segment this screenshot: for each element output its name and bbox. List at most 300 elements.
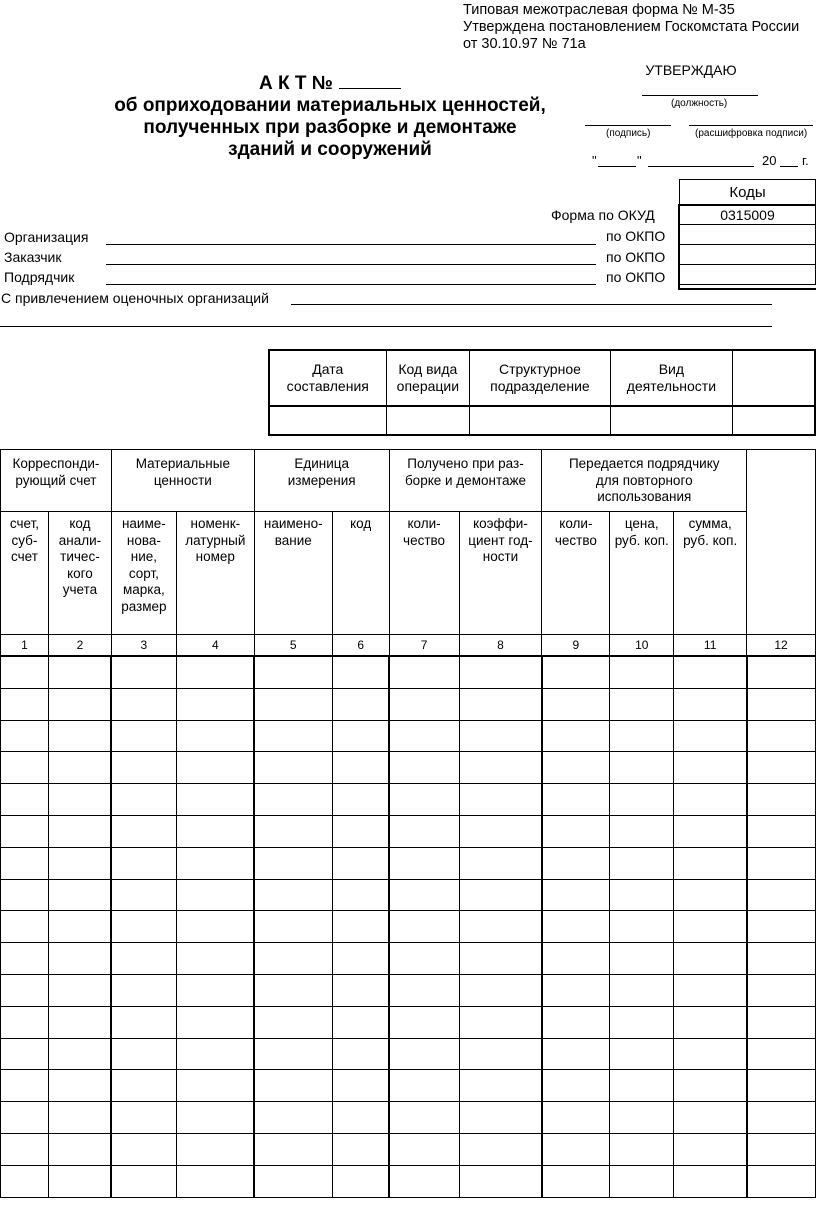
- table-cell[interactable]: [48, 974, 111, 1006]
- table-cell[interactable]: [254, 911, 332, 943]
- table-cell[interactable]: [111, 1102, 176, 1134]
- table-cell[interactable]: [48, 815, 111, 847]
- table-cell[interactable]: [332, 1133, 389, 1165]
- table-cell[interactable]: [1, 1133, 49, 1165]
- table-cell[interactable]: [48, 943, 111, 975]
- table-cell[interactable]: [542, 1038, 610, 1070]
- date-month-field[interactable]: [648, 166, 754, 167]
- position-field[interactable]: [642, 95, 758, 96]
- table-cell[interactable]: [332, 879, 389, 911]
- table-cell[interactable]: [332, 656, 389, 688]
- col-number: 6: [332, 635, 389, 657]
- title-line-1: об оприходовании материальных ценностей,: [114, 95, 546, 116]
- okud-label: Форма по ОКУД: [551, 207, 655, 223]
- table-cell[interactable]: [542, 943, 610, 975]
- table-cell[interactable]: [332, 1006, 389, 1038]
- table-cell[interactable]: [332, 720, 389, 752]
- table-cell[interactable]: [459, 720, 542, 752]
- meta-subdivision-value[interactable]: [470, 406, 610, 435]
- col-number: 4: [176, 635, 254, 657]
- table-cell[interactable]: [332, 1102, 389, 1134]
- table-cell[interactable]: [389, 688, 459, 720]
- table-cell[interactable]: [610, 847, 674, 879]
- main-table: [0, 449, 816, 1198]
- table-cell[interactable]: [1, 1006, 49, 1038]
- codes-header: Коды: [680, 180, 816, 205]
- table-cell[interactable]: [1, 911, 49, 943]
- signature-field[interactable]: [585, 125, 671, 126]
- okpo-contractor-code[interactable]: [680, 265, 816, 285]
- sub-sum: сумма, руб. коп.: [674, 512, 747, 635]
- table-row: [1, 656, 816, 688]
- table-cell[interactable]: [111, 847, 176, 879]
- table-cell[interactable]: [747, 1165, 816, 1197]
- table-cell[interactable]: [459, 752, 542, 784]
- contractor-field[interactable]: [106, 284, 596, 285]
- table-cell[interactable]: [111, 1038, 176, 1070]
- table-cell[interactable]: [176, 943, 254, 975]
- col12-header: [747, 450, 816, 635]
- table-cell[interactable]: [674, 943, 747, 975]
- col-number: 3: [111, 635, 176, 657]
- group-corresponding-account: Корреспонди- рующий счет: [1, 450, 112, 512]
- table-cell[interactable]: [542, 815, 610, 847]
- table-cell[interactable]: [389, 720, 459, 752]
- table-cell[interactable]: [254, 1038, 332, 1070]
- form-date-line: от 30.10.97 № 71а: [463, 36, 586, 52]
- appraisers-label: С привлечением оценочных организаций: [1, 290, 269, 306]
- table-row: [1, 1070, 816, 1102]
- title-line-3: зданий и сооружений: [228, 139, 432, 160]
- table-cell[interactable]: [542, 1165, 610, 1197]
- table-row: [1, 974, 816, 1006]
- table-cell[interactable]: [111, 1006, 176, 1038]
- table-cell[interactable]: [389, 815, 459, 847]
- table-cell[interactable]: [332, 688, 389, 720]
- table-cell[interactable]: [1, 974, 49, 1006]
- table-cell[interactable]: [332, 943, 389, 975]
- table-cell[interactable]: [389, 1006, 459, 1038]
- table-row: [1, 784, 816, 816]
- table-cell[interactable]: [254, 974, 332, 1006]
- table-cell[interactable]: [111, 720, 176, 752]
- table-cell[interactable]: [111, 911, 176, 943]
- sub-fitness-coefficient: коэффи- циент год- ности: [459, 512, 542, 635]
- appraisers-field[interactable]: [291, 304, 772, 305]
- col-number: 7: [389, 635, 459, 657]
- table-cell[interactable]: [542, 847, 610, 879]
- form-header-note: [463, 2, 799, 53]
- col-number: 8: [459, 635, 542, 657]
- okpo-label-contractor: по ОКПО: [606, 269, 666, 285]
- table-cell[interactable]: [48, 784, 111, 816]
- table-cell[interactable]: [389, 752, 459, 784]
- table-cell[interactable]: [542, 1133, 610, 1165]
- table-cell[interactable]: [459, 1102, 542, 1134]
- contractor-label: Подрядчик: [4, 269, 75, 285]
- table-cell[interactable]: [459, 943, 542, 975]
- table-cell[interactable]: [1, 688, 49, 720]
- sub-unit-name: наимено- вание: [254, 512, 332, 635]
- table-cell[interactable]: [111, 1070, 176, 1102]
- table-cell[interactable]: [111, 1133, 176, 1165]
- table-cell[interactable]: [542, 1102, 610, 1134]
- table-cell[interactable]: [459, 1038, 542, 1070]
- table-cell[interactable]: [459, 974, 542, 1006]
- table-cell[interactable]: [542, 974, 610, 1006]
- meta-operation-value[interactable]: [386, 406, 470, 435]
- table-cell[interactable]: [389, 911, 459, 943]
- table-cell[interactable]: [176, 1006, 254, 1038]
- table-cell[interactable]: [111, 879, 176, 911]
- table-cell[interactable]: [254, 1133, 332, 1165]
- table-cell[interactable]: [674, 784, 747, 816]
- col-number: 12: [747, 635, 816, 657]
- table-row: [1, 1102, 816, 1134]
- table-cell[interactable]: [747, 1038, 816, 1070]
- table-cell[interactable]: [459, 911, 542, 943]
- sub-transferred-quantity: коли- чество: [542, 512, 610, 635]
- table-cell[interactable]: [610, 879, 674, 911]
- table-cell[interactable]: [610, 784, 674, 816]
- table-row: [1, 879, 816, 911]
- table-cell[interactable]: [674, 656, 747, 688]
- col-number: 10: [610, 635, 674, 657]
- col-number: 5: [254, 635, 332, 657]
- table-cell[interactable]: [674, 974, 747, 1006]
- document-title: [60, 72, 600, 161]
- act-number-label: А К Т №: [259, 73, 333, 94]
- table-cell[interactable]: [254, 879, 332, 911]
- form-approval-line: Утверждена постановлением Госкомстата России: [463, 19, 800, 35]
- table-cell[interactable]: [747, 688, 816, 720]
- table-cell[interactable]: [111, 815, 176, 847]
- table-cell[interactable]: [48, 911, 111, 943]
- table-cell[interactable]: [747, 720, 816, 752]
- table-cell[interactable]: [610, 1070, 674, 1102]
- meta-date-header: Дата составления: [269, 350, 386, 406]
- table-cell[interactable]: [332, 1070, 389, 1102]
- date-year-suffix: г.: [802, 153, 809, 168]
- group-material-values: Материальные ценности: [111, 450, 254, 512]
- table-cell[interactable]: [674, 1165, 747, 1197]
- table-cell[interactable]: [389, 943, 459, 975]
- table-cell[interactable]: [610, 720, 674, 752]
- table-cell[interactable]: [610, 974, 674, 1006]
- table-row: [1, 688, 816, 720]
- table-cell[interactable]: [747, 656, 816, 688]
- signature-decoding-caption: (расшифровка подписи): [695, 128, 808, 139]
- form-type-line: Типовая межотраслевая форма № М-35: [463, 2, 735, 18]
- table-cell[interactable]: [111, 1165, 176, 1197]
- table-cell[interactable]: [1, 1165, 49, 1197]
- table-cell[interactable]: [747, 847, 816, 879]
- col-number: 9: [542, 635, 610, 657]
- okpo-label-customer: по ОКПО: [606, 249, 666, 265]
- table-cell[interactable]: [389, 1070, 459, 1102]
- table-cell[interactable]: [48, 1006, 111, 1038]
- okpo-customer-code[interactable]: [680, 245, 816, 265]
- table-cell[interactable]: [610, 911, 674, 943]
- table-cell[interactable]: [674, 688, 747, 720]
- table-cell[interactable]: [542, 911, 610, 943]
- table-cell[interactable]: [48, 1038, 111, 1070]
- table-cell[interactable]: [176, 720, 254, 752]
- table-cell[interactable]: [254, 847, 332, 879]
- signature-caption: (подпись): [606, 128, 651, 139]
- table-cell[interactable]: [1, 752, 49, 784]
- table-cell[interactable]: [610, 1165, 674, 1197]
- table-row: [1, 847, 816, 879]
- table-cell[interactable]: [111, 974, 176, 1006]
- okpo-organization-code[interactable]: [680, 225, 816, 245]
- table-cell[interactable]: [176, 911, 254, 943]
- table-cell[interactable]: [459, 1070, 542, 1102]
- date-day-field[interactable]: [598, 166, 636, 167]
- table-cell[interactable]: [176, 1070, 254, 1102]
- table-cell[interactable]: [674, 752, 747, 784]
- table-cell[interactable]: [332, 1038, 389, 1070]
- table-cell[interactable]: [542, 1006, 610, 1038]
- table-cell[interactable]: [542, 720, 610, 752]
- approve-label: УТВЕРЖДАЮ: [645, 62, 737, 78]
- table-cell[interactable]: [332, 911, 389, 943]
- meta-table: [268, 349, 816, 436]
- table-cell[interactable]: [176, 784, 254, 816]
- table-cell[interactable]: [389, 1165, 459, 1197]
- table-cell[interactable]: [1, 879, 49, 911]
- table-cell[interactable]: [1, 1102, 49, 1134]
- date-quote-open: ": [592, 153, 597, 168]
- okpo-label-organization: по ОКПО: [606, 228, 666, 244]
- sub-unit-code: код: [332, 512, 389, 635]
- table-cell[interactable]: [459, 847, 542, 879]
- table-cell[interactable]: [747, 879, 816, 911]
- col-number: 2: [48, 635, 111, 657]
- table-cell[interactable]: [176, 815, 254, 847]
- table-cell[interactable]: [111, 656, 176, 688]
- table-cell[interactable]: [747, 911, 816, 943]
- table-cell[interactable]: [254, 752, 332, 784]
- table-cell[interactable]: [48, 656, 111, 688]
- group-unit: Единица измерения: [254, 450, 389, 512]
- table-cell[interactable]: [254, 1070, 332, 1102]
- table-cell[interactable]: [254, 720, 332, 752]
- table-cell[interactable]: [48, 847, 111, 879]
- organization-field[interactable]: [106, 244, 596, 245]
- organization-label: Организация: [4, 229, 89, 245]
- table-cell[interactable]: [747, 815, 816, 847]
- table-cell[interactable]: [48, 1133, 111, 1165]
- table-cell[interactable]: [48, 879, 111, 911]
- table-cell[interactable]: [674, 1006, 747, 1038]
- table-cell[interactable]: [747, 1133, 816, 1165]
- table-cell[interactable]: [48, 688, 111, 720]
- meta-extra-value[interactable]: [733, 406, 815, 435]
- table-cell[interactable]: [332, 784, 389, 816]
- group-received: Получено при раз- борке и демонтаже: [389, 450, 542, 512]
- table-cell[interactable]: [111, 943, 176, 975]
- codes-table: [679, 179, 816, 285]
- table-cell[interactable]: [254, 943, 332, 975]
- appraisers-field-continued[interactable]: [0, 326, 772, 327]
- table-cell[interactable]: [254, 815, 332, 847]
- position-caption: (должность): [671, 98, 728, 109]
- table-cell[interactable]: [332, 847, 389, 879]
- table-cell[interactable]: [111, 752, 176, 784]
- table-cell[interactable]: [176, 1038, 254, 1070]
- meta-subdivision-header: Структурное подразделение: [470, 350, 610, 406]
- table-cell[interactable]: [389, 847, 459, 879]
- table-cell[interactable]: [176, 752, 254, 784]
- table-cell[interactable]: [610, 656, 674, 688]
- table-cell[interactable]: [176, 656, 254, 688]
- table-cell[interactable]: [610, 1102, 674, 1134]
- table-cell[interactable]: [1, 1070, 49, 1102]
- table-cell[interactable]: [459, 879, 542, 911]
- table-cell[interactable]: [176, 847, 254, 879]
- table-cell[interactable]: [542, 752, 610, 784]
- table-cell[interactable]: [459, 1165, 542, 1197]
- table-cell[interactable]: [459, 656, 542, 688]
- table-cell[interactable]: [610, 1006, 674, 1038]
- sub-received-quantity: коли- чество: [389, 512, 459, 635]
- table-cell[interactable]: [610, 943, 674, 975]
- table-row: [1, 720, 816, 752]
- table-cell[interactable]: [332, 815, 389, 847]
- meta-extra-header: [733, 350, 815, 406]
- table-cell[interactable]: [176, 1133, 254, 1165]
- table-cell[interactable]: [48, 1102, 111, 1134]
- table-cell[interactable]: [1, 784, 49, 816]
- date-year-prefix: 20: [762, 153, 777, 168]
- meta-date-value[interactable]: [269, 406, 386, 435]
- date-quote-close: ": [637, 153, 642, 168]
- table-cell[interactable]: [389, 879, 459, 911]
- table-cell[interactable]: [48, 752, 111, 784]
- table-row: [1, 943, 816, 975]
- table-cell[interactable]: [674, 720, 747, 752]
- table-cell[interactable]: [610, 1038, 674, 1070]
- table-cell[interactable]: [389, 1038, 459, 1070]
- table-cell[interactable]: [1, 847, 49, 879]
- table-cell[interactable]: [176, 974, 254, 1006]
- table-cell[interactable]: [542, 656, 610, 688]
- table-cell[interactable]: [459, 688, 542, 720]
- table-cell[interactable]: [674, 1070, 747, 1102]
- table-cell[interactable]: [459, 1006, 542, 1038]
- table-cell[interactable]: [610, 752, 674, 784]
- table-cell[interactable]: [542, 784, 610, 816]
- table-cell[interactable]: [254, 1165, 332, 1197]
- table-cell[interactable]: [111, 688, 176, 720]
- table-row: [1, 1006, 816, 1038]
- table-cell[interactable]: [176, 879, 254, 911]
- table-cell[interactable]: [332, 1165, 389, 1197]
- signature-decoding-field[interactable]: [689, 125, 813, 126]
- table-cell[interactable]: [674, 815, 747, 847]
- table-cell[interactable]: [254, 1006, 332, 1038]
- table-cell[interactable]: [176, 688, 254, 720]
- customer-field[interactable]: [106, 264, 596, 265]
- table-cell[interactable]: [389, 1102, 459, 1134]
- okud-code: 0315009: [680, 205, 816, 225]
- table-cell[interactable]: [747, 784, 816, 816]
- table-cell[interactable]: [389, 656, 459, 688]
- title-line-2: полученных при разборке и демонтаже: [143, 117, 517, 138]
- table-cell[interactable]: [747, 974, 816, 1006]
- meta-activity-value[interactable]: [610, 406, 733, 435]
- customer-label: Заказчик: [4, 249, 62, 265]
- table-cell[interactable]: [1, 656, 49, 688]
- table-cell[interactable]: [747, 752, 816, 784]
- act-number-field[interactable]: [339, 72, 401, 89]
- table-cell[interactable]: [389, 1133, 459, 1165]
- table-row: [1, 1038, 816, 1070]
- sub-material-name: наиме- нова- ние, сорт, марка, размер: [111, 512, 176, 635]
- table-cell[interactable]: [459, 815, 542, 847]
- table-cell[interactable]: [48, 1165, 111, 1197]
- table-cell[interactable]: [542, 879, 610, 911]
- table-cell[interactable]: [389, 974, 459, 1006]
- table-cell[interactable]: [610, 688, 674, 720]
- table-cell[interactable]: [332, 752, 389, 784]
- table-cell[interactable]: [254, 784, 332, 816]
- table-cell[interactable]: [610, 815, 674, 847]
- table-cell[interactable]: [1, 815, 49, 847]
- table-cell[interactable]: [747, 1102, 816, 1134]
- table-cell[interactable]: [48, 720, 111, 752]
- date-year-field[interactable]: [780, 166, 798, 167]
- table-cell[interactable]: [1, 943, 49, 975]
- table-cell[interactable]: [674, 1133, 747, 1165]
- meta-activity-header: Вид деятельности: [610, 350, 733, 406]
- table-row: [1, 1133, 816, 1165]
- group-transferred: Передается подрядчику для повторного использования: [542, 450, 747, 512]
- col-number: 11: [674, 635, 747, 657]
- table-cell[interactable]: [332, 974, 389, 1006]
- table-cell[interactable]: [254, 656, 332, 688]
- table-cell[interactable]: [542, 1070, 610, 1102]
- col-number: 1: [1, 635, 49, 657]
- table-cell[interactable]: [1, 720, 49, 752]
- table-cell[interactable]: [48, 1070, 111, 1102]
- table-cell[interactable]: [389, 784, 459, 816]
- table-cell[interactable]: [459, 1133, 542, 1165]
- table-cell[interactable]: [610, 1133, 674, 1165]
- sub-account: счет, суб- счет: [1, 512, 49, 635]
- table-cell[interactable]: [1, 1038, 49, 1070]
- table-cell[interactable]: [176, 1165, 254, 1197]
- table-row: [1, 1165, 816, 1197]
- table-cell[interactable]: [747, 943, 816, 975]
- table-cell[interactable]: [254, 688, 332, 720]
- table-cell[interactable]: [674, 911, 747, 943]
- table-cell[interactable]: [111, 784, 176, 816]
- table-cell[interactable]: [674, 1038, 747, 1070]
- table-cell[interactable]: [542, 688, 610, 720]
- table-row: [1, 911, 816, 943]
- table-cell[interactable]: [176, 1102, 254, 1134]
- table-cell[interactable]: [747, 1070, 816, 1102]
- table-cell[interactable]: [674, 847, 747, 879]
- table-cell[interactable]: [459, 784, 542, 816]
- table-row: [1, 815, 816, 847]
- table-cell[interactable]: [674, 879, 747, 911]
- table-cell[interactable]: [747, 1006, 816, 1038]
- table-cell[interactable]: [254, 1102, 332, 1134]
- table-cell[interactable]: [674, 1102, 747, 1134]
